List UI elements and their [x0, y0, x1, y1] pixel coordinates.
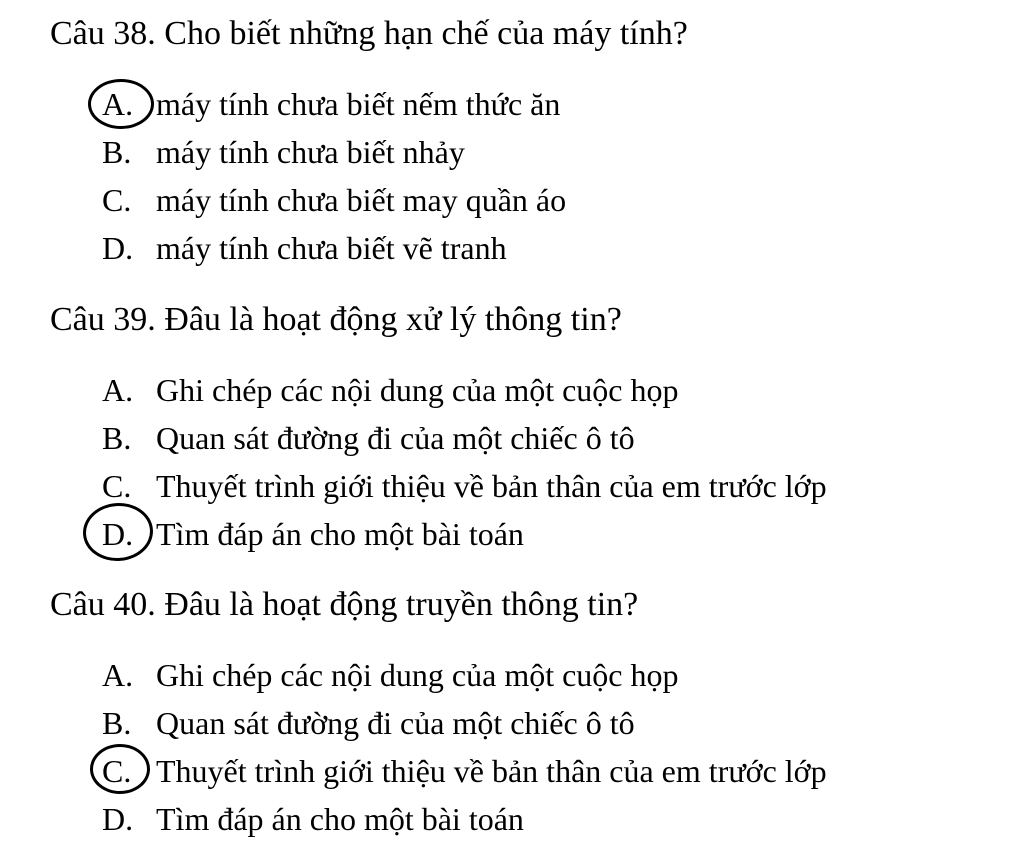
option-b: [102, 418, 635, 458]
option-text: Quan sát đường đi của một chiếc ô tô: [156, 705, 635, 741]
option-d: [102, 799, 524, 839]
question-title: Câu 38. Cho biết những hạn chế của máy tính?: [50, 15, 688, 52]
option-letter: D.: [102, 516, 134, 552]
option-text: máy tính chưa biết may quần áo: [156, 182, 567, 218]
option-letter: B.: [102, 134, 132, 170]
option-letter: D.: [102, 230, 134, 266]
option-text: máy tính chưa biết nếm thức ăn: [156, 86, 561, 122]
option-text: Tìm đáp án cho một bài toán: [156, 516, 524, 552]
option-letter: B.: [102, 705, 132, 741]
question-title: Câu 39. Đâu là hoạt động xử lý thông tin?: [50, 301, 622, 338]
option-text: máy tính chưa biết vẽ tranh: [156, 230, 507, 266]
option-letter: A.: [102, 372, 134, 408]
option-letter: D.: [102, 801, 134, 837]
option-letter: B.: [102, 420, 132, 456]
option-letter: C.: [102, 753, 132, 789]
option-letter: A.: [102, 657, 134, 693]
option-text: Thuyết trình giới thiệu về bản thân của em trước lớp: [156, 753, 827, 789]
answer-circle-q40: [90, 744, 150, 794]
option-text: máy tính chưa biết nhảy: [156, 134, 465, 170]
option-text: Ghi chép các nội dung của một cuộc họp: [156, 372, 679, 408]
option-d: [102, 514, 524, 554]
option-c: [102, 466, 827, 506]
option-text: Thuyết trình giới thiệu về bản thân của em trước lớp: [156, 468, 827, 504]
answer-circle-q38: [88, 79, 154, 129]
option-text: Tìm đáp án cho một bài toán: [156, 801, 524, 837]
option-letter: C.: [102, 182, 132, 218]
option-a: [102, 370, 679, 410]
option-letter: A.: [102, 86, 134, 122]
option-text: Quan sát đường đi của một chiếc ô tô: [156, 420, 635, 456]
option-a: [102, 655, 679, 695]
option-d: [102, 228, 507, 268]
option-c: [102, 180, 566, 220]
option-b: [102, 132, 465, 172]
option-text: Ghi chép các nội dung của một cuộc họp: [156, 657, 679, 693]
option-letter: C.: [102, 468, 132, 504]
option-b: [102, 703, 635, 743]
option-c: [102, 751, 827, 791]
option-a: [102, 84, 560, 124]
question-title: Câu 40. Đâu là hoạt động truyền thông tin?: [50, 586, 639, 623]
